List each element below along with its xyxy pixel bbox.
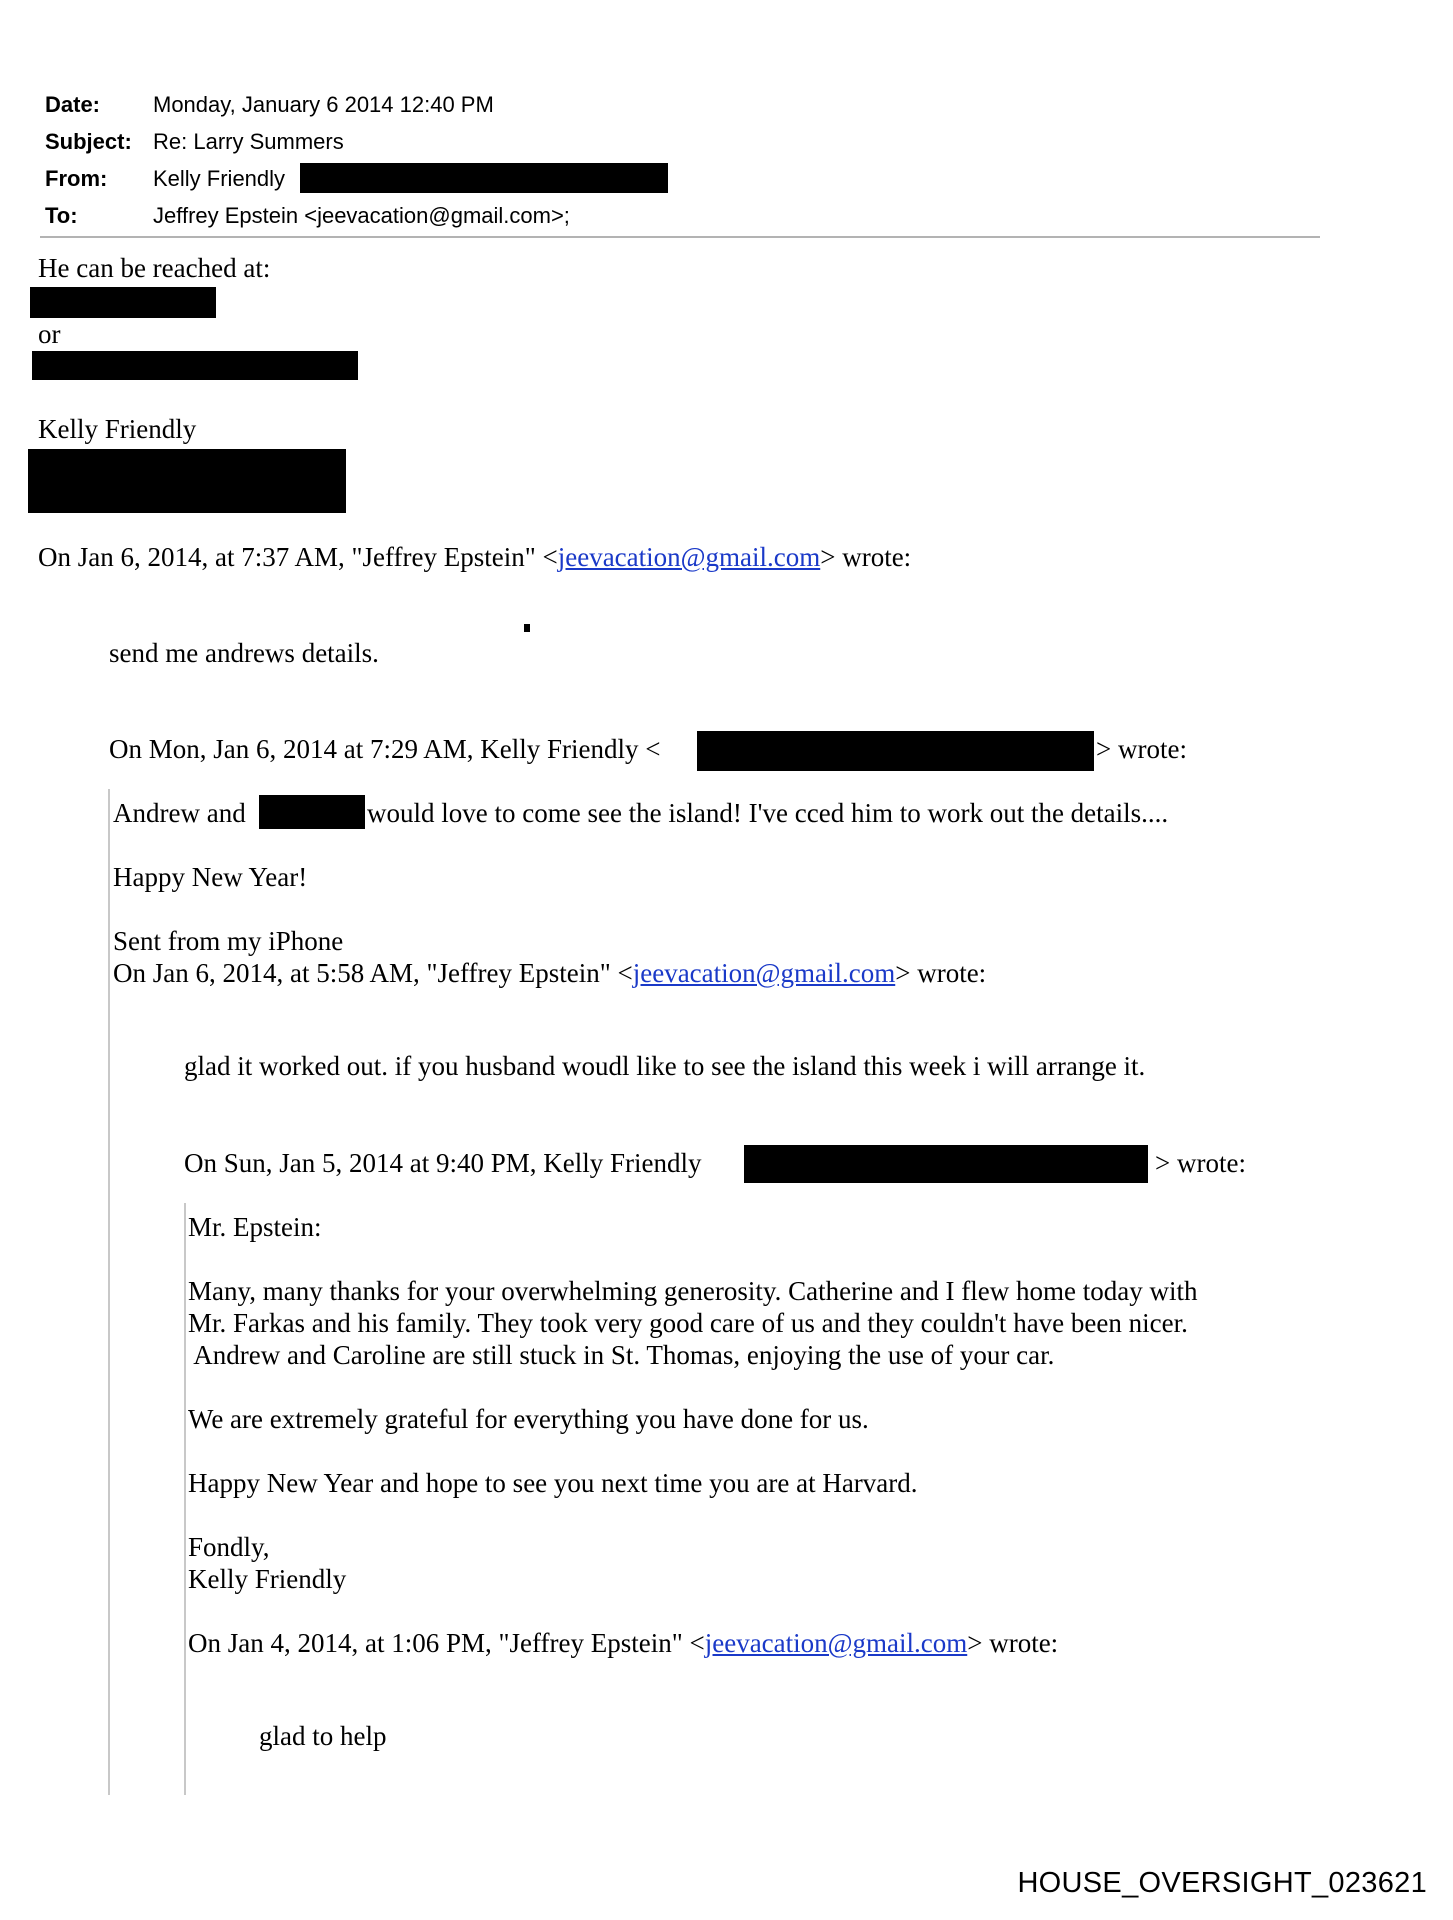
- msg3-attribution: [113, 957, 986, 989]
- subject-label: Subject:: [45, 129, 132, 154]
- msg4-attribution-prefix: On Sun, Jan 5, 2014 at 9:40 PM, Kelly Friendly: [184, 1148, 702, 1178]
- msg4-closing: Fondly,: [188, 1532, 270, 1562]
- msg5-attribution: [188, 1627, 1058, 1659]
- msg4-p3: Happy New Year and hope to see you next time you are at Harvard.: [188, 1468, 918, 1498]
- msg1-email-link[interactable]: jeevacation@gmail.com: [557, 542, 821, 572]
- msg1-attribution-suffix: > wrote:: [820, 542, 912, 572]
- header-subject-row: [45, 129, 344, 155]
- msg2-attribution: [109, 733, 660, 765]
- or-text: or: [38, 319, 61, 349]
- msg5-attribution-prefix: On Jan 4, 2014, at 1:06 PM, "Jeffrey Epstein" <: [188, 1628, 705, 1658]
- to-label: To:: [45, 203, 78, 228]
- redaction-msg4-email: [744, 1145, 1148, 1183]
- msg2-attribution-prefix: On Mon, Jan 6, 2014 at 7:29 AM, Kelly Friendly <: [109, 734, 661, 764]
- msg1-attribution: [38, 541, 911, 573]
- header-to-row: [45, 203, 570, 229]
- redaction-contact-2: [32, 351, 358, 380]
- quote-bar-level-1: [108, 789, 110, 1795]
- redaction-contact-1: [30, 287, 216, 318]
- redaction-msg2-email: [697, 731, 1094, 771]
- signature-name: Kelly Friendly: [38, 414, 197, 444]
- from-label: From:: [45, 166, 108, 191]
- msg3-email-link[interactable]: jeevacation@gmail.com: [632, 958, 896, 988]
- msg2-line1-b: would love to come see the island! I've cced him to work out the details....: [367, 798, 1169, 828]
- msg3-attribution-suffix: > wrote:: [895, 958, 987, 988]
- msg5-attribution-suffix: > wrote:: [967, 1628, 1059, 1658]
- msg4-p2: We are extremely grateful for everything you have done for us.: [188, 1404, 869, 1434]
- msg4-attribution-suffix: > wrote:: [1155, 1148, 1246, 1178]
- msg5-email-link[interactable]: jeevacation@gmail.com: [704, 1628, 968, 1658]
- msg4-p1-line2: Mr. Farkas and his family. They took very good care of us and they couldn't have been nicer.: [188, 1308, 1188, 1338]
- msg4-greeting: Mr. Epstein:: [188, 1212, 322, 1242]
- msg4-closing-name: Kelly Friendly: [188, 1564, 347, 1594]
- msg4-p1-line3: Andrew and Caroline are still stuck in St. Thomas, enjoying the use of your car.: [188, 1340, 1055, 1370]
- msg3-attribution-prefix: On Jan 6, 2014, at 5:58 AM, "Jeffrey Epstein" <: [113, 958, 633, 988]
- quote-bar-level-2: [184, 1203, 186, 1795]
- to-value: Jeffrey Epstein <jeevacation@gmail.com>;: [153, 203, 570, 228]
- header-divider: [40, 236, 1320, 238]
- msg3-text: glad it worked out. if you husband woudl like to see the island this week i will arrange it.: [184, 1051, 1146, 1081]
- redaction-from-email: [300, 163, 668, 193]
- msg4-p1-line1: Many, many thanks for your overwhelming generosity. Catherine and I flew home today with: [188, 1276, 1198, 1306]
- redaction-msg2-name: [259, 795, 365, 829]
- header-date-row: [45, 92, 494, 118]
- stray-mark: [524, 624, 530, 632]
- bates-number: HOUSE_OVERSIGHT_023621: [1017, 1867, 1427, 1899]
- redaction-signature-block: [28, 449, 346, 513]
- date-label: Date:: [45, 92, 101, 117]
- msg2-line1-a: Andrew and: [113, 798, 246, 828]
- msg4-attribution: [184, 1147, 702, 1179]
- msg2-line2: Happy New Year!: [113, 862, 308, 892]
- from-value: Kelly Friendly: [153, 166, 286, 191]
- msg2-attribution-suffix: > wrote:: [1096, 734, 1187, 764]
- msg1-text: send me andrews details.: [109, 638, 379, 668]
- reached-at-text: He can be reached at:: [38, 253, 271, 283]
- msg2-line3: Sent from my iPhone: [113, 926, 344, 956]
- header-from-row: [45, 166, 285, 192]
- msg5-text: glad to help: [259, 1721, 387, 1751]
- msg1-attribution-prefix: On Jan 6, 2014, at 7:37 AM, "Jeffrey Epstein" <: [38, 542, 558, 572]
- subject-value: Re: Larry Summers: [153, 129, 344, 154]
- date-value: Monday, January 6 2014 12:40 PM: [153, 92, 494, 117]
